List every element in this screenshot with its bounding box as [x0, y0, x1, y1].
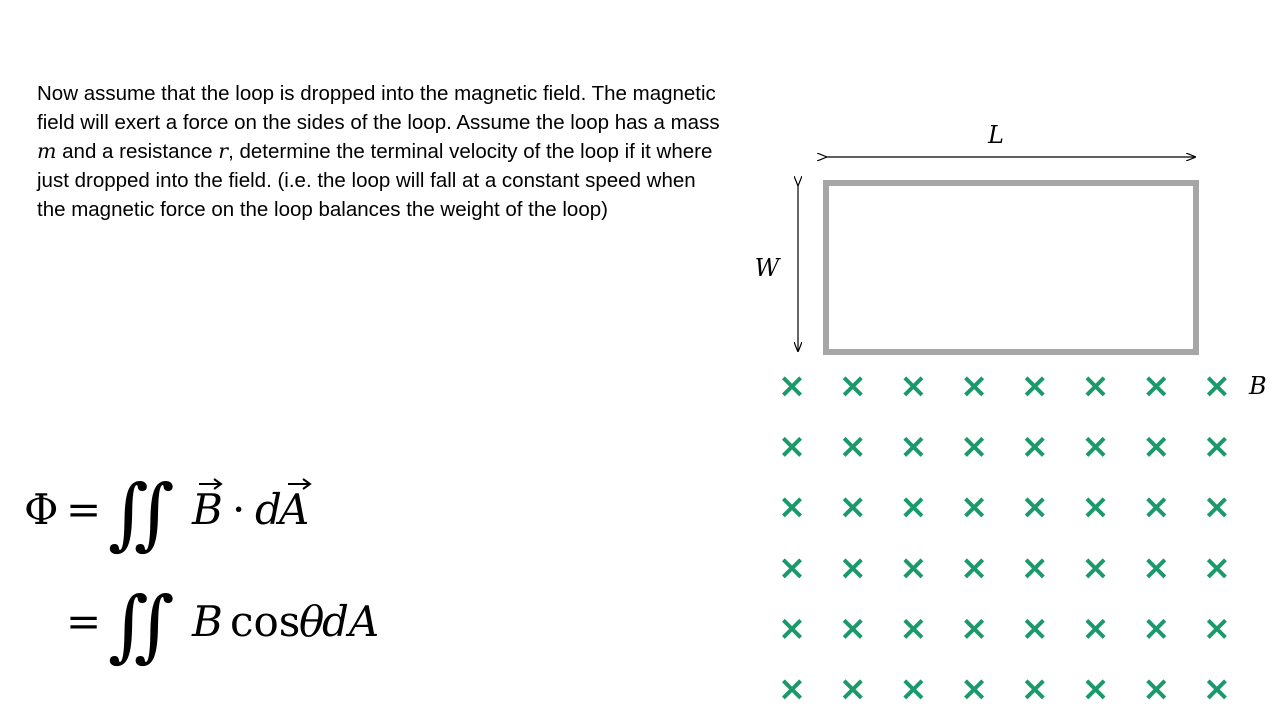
field-marker: × — [1081, 608, 1110, 649]
field-marker: × — [899, 608, 928, 649]
field-marker: × — [1020, 366, 1050, 406]
field-marker: × — [838, 608, 867, 649]
field-marker: × — [838, 366, 867, 406]
field-marker: × — [959, 366, 989, 406]
field-marker: × — [959, 669, 989, 709]
field-marker: × — [1020, 426, 1050, 467]
equals-sign-2: = — [66, 597, 102, 646]
field-marker: × — [1020, 547, 1050, 588]
field-marker: × — [1081, 669, 1110, 709]
field-marker: × — [1202, 669, 1232, 709]
field-marker: × — [777, 426, 807, 467]
field-marker: × — [1141, 487, 1171, 528]
conducting-loop — [826, 183, 1196, 352]
resistance-variable: r — [218, 139, 229, 163]
field-marker: × — [1081, 547, 1110, 588]
field-marker: × — [1141, 669, 1171, 709]
problem-text-part-1: Now assume that the loop is dropped into the magnetic field. The magnetic field will exert a force on the sides of the loop. Assume the loop has a mass — [37, 82, 720, 134]
field-label: B — [1249, 372, 1267, 400]
field-marker: × — [1020, 487, 1050, 528]
field-marker: × — [838, 547, 867, 588]
problem-text-part-2: and a resistance — [56, 140, 219, 163]
width-label: W — [754, 254, 780, 282]
problem-text-part-3: , determine the terminal velocity of the loop if it where just dropped into the field. (i.e. the loop will fall at a constant speed when the magnetic force on the loop balances the weight of the loop) — [37, 140, 713, 221]
field-marker: × — [959, 487, 989, 528]
field-marker: × — [959, 426, 989, 467]
double-integral-2: ∬ — [108, 581, 175, 671]
dot-operator: · — [232, 485, 246, 534]
field-marker: × — [777, 669, 807, 709]
field-marker: × — [1202, 608, 1232, 649]
field-marker: × — [1020, 669, 1050, 709]
field-marker: × — [899, 487, 928, 528]
theta-angle: θ — [299, 597, 325, 646]
field-marker: × — [1202, 547, 1232, 588]
field-marker: × — [1141, 608, 1171, 649]
field-marker: × — [899, 547, 928, 588]
a-vector: A — [279, 485, 310, 534]
field-marker: × — [1081, 366, 1110, 406]
b-vector: B — [192, 485, 223, 534]
length-label: L — [988, 121, 1004, 149]
field-marker: × — [899, 426, 928, 467]
differential-d: d — [255, 485, 282, 534]
flux-symbol: Φ — [24, 485, 59, 534]
field-marker: × — [777, 608, 807, 649]
field-marker: × — [838, 669, 867, 709]
field-marker: × — [1202, 426, 1232, 467]
b-magnitude: B — [192, 597, 223, 646]
field-marker: × — [1202, 366, 1232, 406]
field-marker: × — [777, 547, 807, 588]
magnetic-field — [778, 366, 1231, 709]
field-marker: × — [1020, 608, 1050, 649]
field-marker: × — [899, 669, 928, 709]
field-marker: × — [959, 608, 989, 649]
field-marker: × — [777, 366, 807, 406]
field-marker: × — [899, 366, 928, 406]
double-integral-1: ∬ — [108, 469, 175, 559]
field-marker: × — [1141, 366, 1171, 406]
field-marker: × — [1081, 487, 1110, 528]
field-marker: × — [1081, 426, 1110, 467]
cosine-function: cos — [230, 597, 301, 646]
field-marker: × — [959, 547, 989, 588]
mass-variable: m — [37, 139, 57, 163]
field-marker: × — [1141, 547, 1171, 588]
field-marker: × — [1141, 426, 1171, 467]
equals-sign-1: = — [66, 485, 102, 534]
field-marker: × — [777, 487, 807, 528]
field-marker: × — [1202, 487, 1232, 528]
field-marker: × — [838, 487, 867, 528]
field-marker: × — [838, 426, 867, 467]
area-differential: dA — [322, 597, 380, 646]
